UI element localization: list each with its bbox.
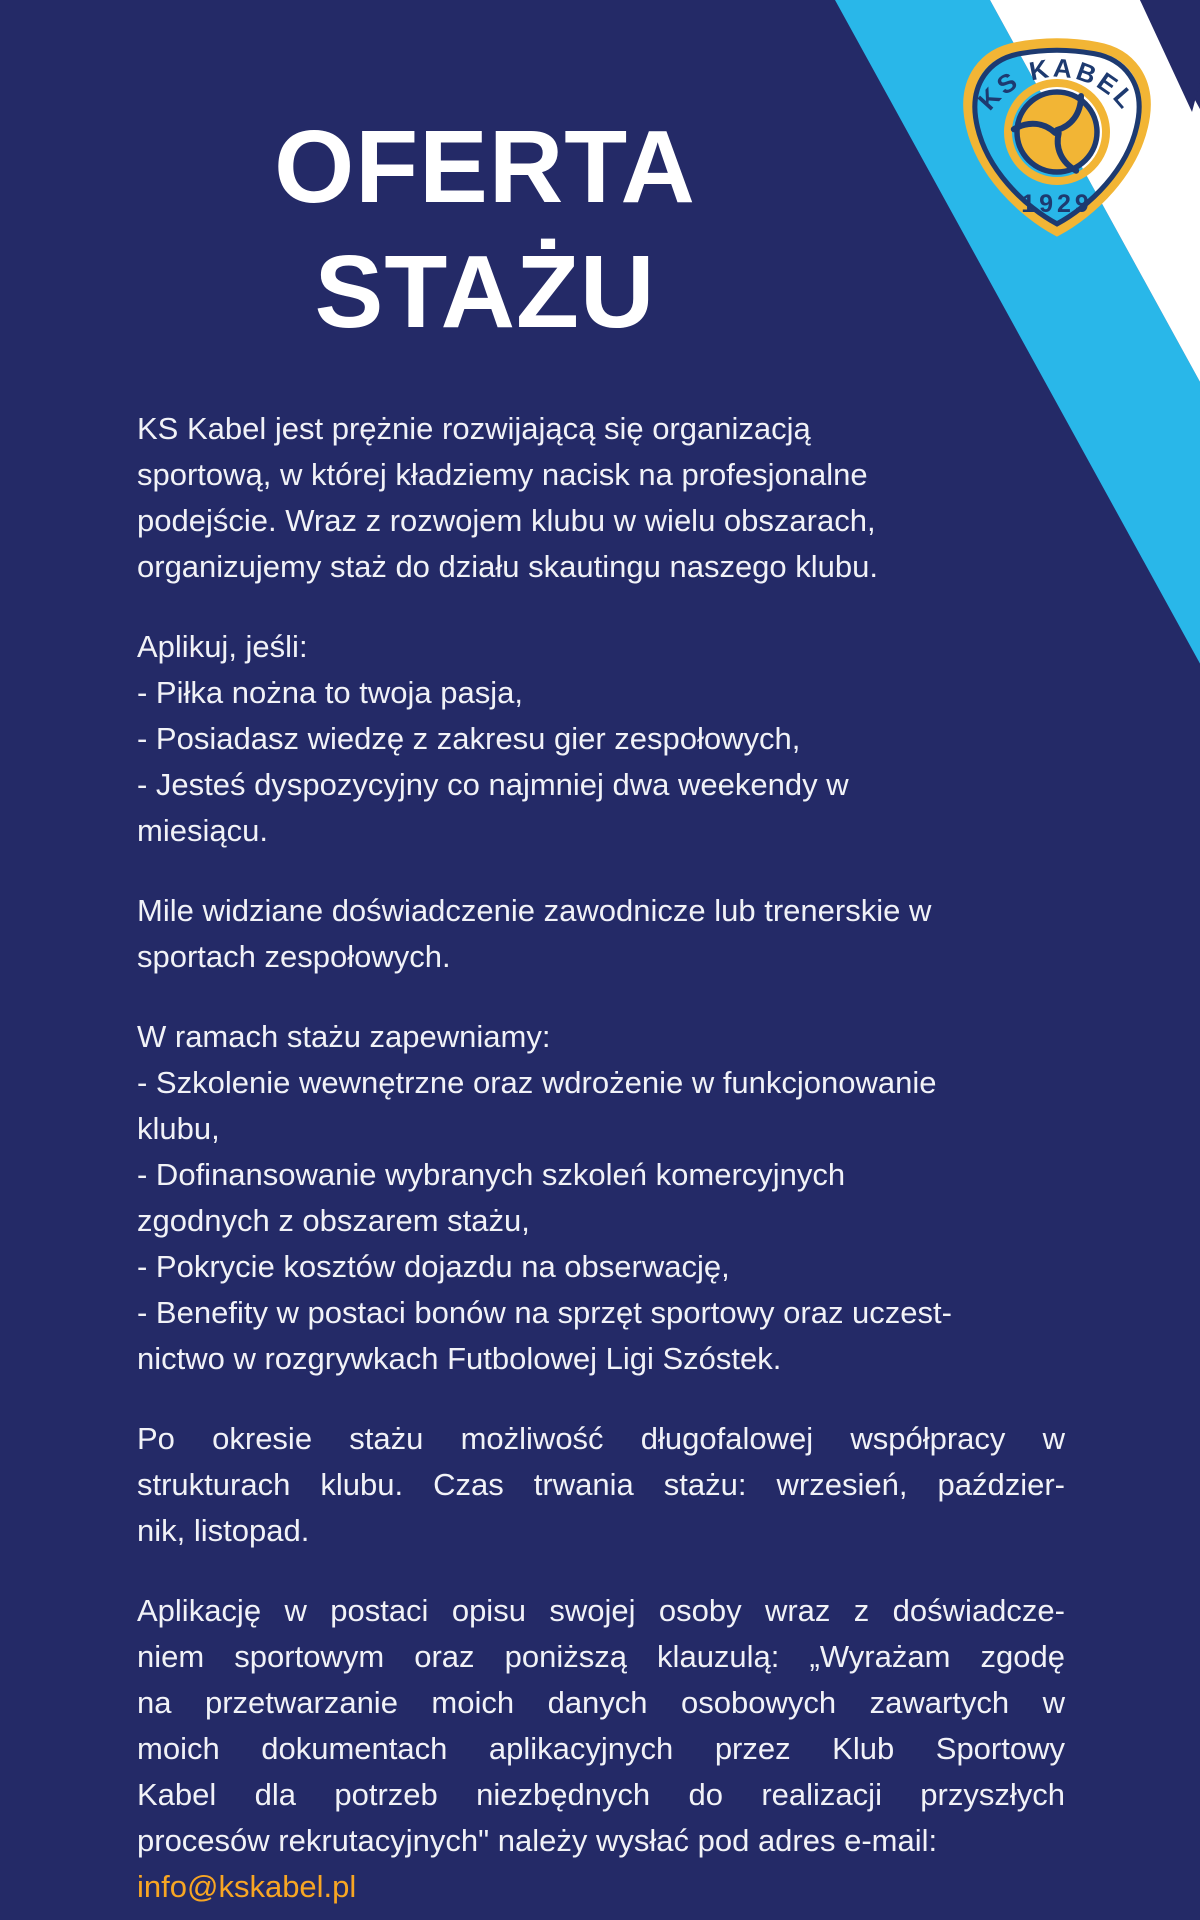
text-line: Mile widziane doświadczenie zawodnicze lub trenerskie w xyxy=(137,893,932,928)
text-line: na przetwarzanie moich danych osobowych zawartych w xyxy=(137,1685,1065,1720)
text-line: Aplikację w postaci opisu swojej osoby wraz z doświadcze- xyxy=(137,1593,1065,1628)
text-line: niem sportowym oraz poniższą klauzulą: „Wyrażam zgodę xyxy=(137,1639,1065,1674)
club-logo-badge xyxy=(947,24,1169,248)
text-line: Aplikuj, jeśli: xyxy=(137,629,308,664)
text-line: moich dokumentach aplikacyjnych przez Klub Sportowy xyxy=(137,1731,1065,1766)
text-line: strukturach klubu. Czas trwania stażu: wrzesień, paździer- xyxy=(137,1467,1065,1502)
text-line: procesów rekrutacyjnych" należy wysłać pod adres e-mail: xyxy=(137,1823,938,1858)
paragraph xyxy=(137,1588,1065,1864)
club-name-text: KS KABEL xyxy=(971,52,1143,116)
poster-title xyxy=(135,104,835,354)
text-line: - Szkolenie wewnętrzne oraz wdrożenie w funkcjonowanie xyxy=(137,1065,937,1100)
text-line: W ramach stażu zapewniamy: xyxy=(137,1019,551,1054)
paragraph xyxy=(137,624,1065,854)
text-line: - Benefity w postaci bonów na sprzęt sportowy oraz uczest- xyxy=(137,1295,952,1330)
email-link[interactable]: info@kskabel.pl xyxy=(137,1869,357,1904)
text-line: sportach zespołowych. xyxy=(137,939,451,974)
title-line-1: OFERTA xyxy=(274,109,696,224)
body-text xyxy=(137,406,1065,1864)
title-line-2: STAŻU xyxy=(314,234,656,349)
text-line: - Dofinansowanie wybranych szkoleń komercyjnych xyxy=(137,1157,846,1192)
text-line: - Posiadasz wiedzę z zakresu gier zespołowych, xyxy=(137,721,801,756)
text-line: - Jesteś dyspozycyjny co najmniej dwa weekendy w xyxy=(137,767,849,802)
text-line: organizujemy staż do działu skautingu naszego klubu. xyxy=(137,549,879,584)
text-line: nik, listopad. xyxy=(137,1513,310,1548)
text-line: KS Kabel jest prężnie rozwijającą się organizacją xyxy=(137,411,811,446)
text-line: Kabel dla potrzeb niezbędnych do realizacji przyszłych xyxy=(137,1777,1065,1812)
text-line: - Pokrycie kosztów dojazdu na obserwację, xyxy=(137,1249,730,1284)
text-line: klubu, xyxy=(137,1111,220,1146)
text-line: Po okresie stażu możliwość długofalowej współpracy w xyxy=(137,1421,1065,1456)
paragraph xyxy=(137,406,1065,590)
paragraph xyxy=(137,1416,1065,1554)
text-line: miesiącu. xyxy=(137,813,268,848)
text-line: sportową, w której kładziemy nacisk na profesjonalne xyxy=(137,457,868,492)
founding-year-text: 1929 xyxy=(1021,190,1093,218)
text-line: zgodnych z obszarem stażu, xyxy=(137,1203,530,1238)
text-line: podejście. Wraz z rozwojem klubu w wielu obszarach, xyxy=(137,503,876,538)
volleyball-icon xyxy=(1014,92,1097,172)
paragraph xyxy=(137,1014,1065,1382)
text-line: - Piłka nożna to twoja pasja, xyxy=(137,675,523,710)
text-line: nictwo w rozgrywkach Futbolowej Ligi Szóstek. xyxy=(137,1341,782,1376)
content-area xyxy=(137,406,1065,1910)
paragraph xyxy=(137,888,1065,980)
